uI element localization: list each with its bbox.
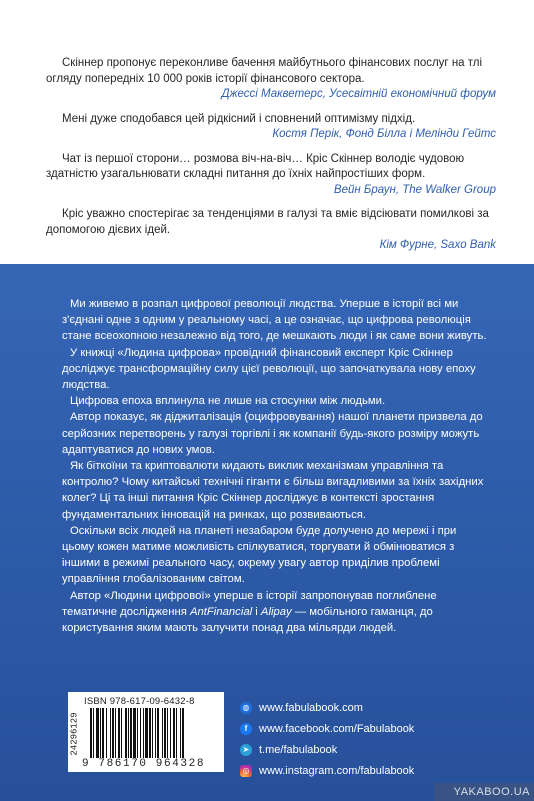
reviews-section [0,0,534,264]
facebook-icon: f [240,723,252,735]
link-website[interactable] [240,697,500,718]
review-text: Чат із першої сторони… розмова віч-на-віч… Кріс Скіннер володіє чудовою здатністю узагальнювати складні питання до їхніх найпростіших форм. [46,152,465,180]
description-paragraph [62,588,488,637]
description-paragraph: Ми живемо в розпал цифрової революції людства. Уперше в історії всі ми з'єднані одне з одним у реальному часі, а це означає, що цифрова революція стане всеохопною незалежно від того, де мешкають люди і як саме вони живуть. [62,298,487,343]
description-paragraph: У книжці «Людина цифрова» провідний фінансовий експерт Кріс Скіннер досліджує трансформаційну силу цієї революції, що започаткувала нову епоху людства. [62,346,476,392]
barcode-icon [90,708,214,760]
review-item [46,56,496,103]
contact-links [240,697,500,781]
review-author: Кім Фурне, Saxo Bank [379,239,496,251]
description-text: — мобільного гаманця, до користування яким мають залучити понад два мільярди людей. [62,605,433,635]
description-paragraph: Оскільки всіх людей на планеті незабаром буде долучено до мережі і при цьому кожен матиме можливість спілкуватися, торгувати й обмінюватися з іншими в режимі реального часу, окрему увагу автор приділив проблемі управління глобалізованим світом. [62,524,457,586]
description-paragraph: Як біткоїни та криптовалюти кидають виклик механізмам управління та контролю? Чому китайські технічні гіганти є більш вигадливими за їхніх західних колег? Ці та інші питання Кріс Скіннер досліджує в контексті зростання фундаментальних інновацій на ринках, що розвиваються. [62,460,484,521]
description-text: і [252,605,261,618]
barcode-digits: 9 786170 964328 [82,758,206,770]
watermark: YAKABOO.UA [434,783,534,801]
barcode-side-text: 24296129 [70,712,80,756]
web-icon: ◍ [240,702,252,714]
review-author: Вейн Браун, The Walker Group [333,183,496,196]
review-list [46,56,496,263]
description-paragraph: Автор показує, як діджиталізація (оцифровування) нашої планети призвела до серйозних перетворень у галузі торгівлі і як компанії будь-якого розміру можуть адаптуватися до нових умов. [62,411,483,456]
review-text: Кріс уважно спостерігає за тенденціями в галузі та вміє відсіювати помилкові за допомогою дієвих ідей. [46,208,489,236]
review-author: Костя Перік, Фонд Білла і Мелінди Гейтс [272,128,496,140]
link-telegram[interactable] [240,739,500,760]
link-label: www.fabulabook.com [259,701,363,714]
company-name: AntFinancial [189,605,253,618]
instagram-icon: ◎ [240,765,252,777]
link-label: t.me/fabulabook [259,743,338,756]
isbn-label: ISBN 978-617-09-6432-8 [84,696,195,707]
review-author: Джессі Макветерс, Усесвітній економічний форум [221,88,496,100]
description-paragraph: Цифрова епоха вплинула не лише на стосунки між людьми. [70,395,386,408]
link-instagram[interactable] [240,760,500,781]
book-description [62,296,488,636]
link-label: www.facebook.com/Fabulabook [259,722,415,735]
link-label: www.instagram.com/fabulabook [259,764,415,777]
product-name: Alipay [260,605,292,618]
review-item [46,112,496,143]
review-item [46,207,496,254]
link-facebook[interactable] [240,718,500,739]
description-text: Автор «Людини цифрової» уперше в історії запропонував поглиблене тематичне дослідження [62,589,437,618]
review-text: Мені дуже сподобався цей рідкісний і сповнений оптимізму підхід. [62,112,416,125]
barcode-side-digits [68,708,82,760]
barcode-block [68,692,224,772]
telegram-icon: ➤ [240,744,252,756]
review-text: Скіннер пропонує переконливе бачення майбутнього фінансових послуг на тлі огляду попередніх 10 000 років історії фінансового сектора. [46,57,483,85]
review-item [46,152,496,199]
